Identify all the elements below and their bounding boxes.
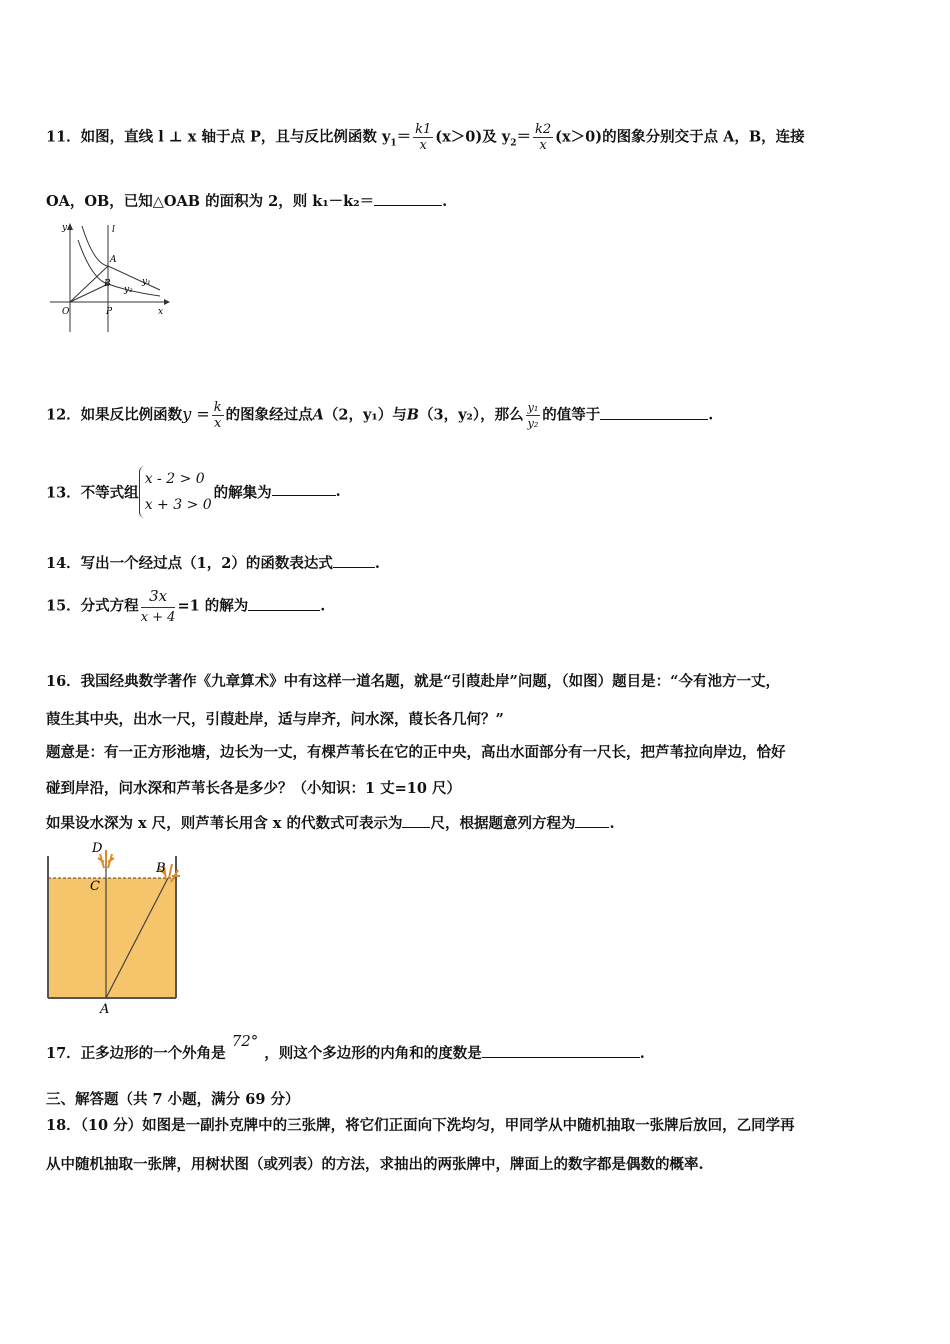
graph-label-P: P [106,307,113,317]
graph-label-l: l [112,225,115,235]
answer-blank[interactable] [333,555,375,568]
answer-blank[interactable] [248,598,320,611]
q16-line5: 如果设水深为 x 尺，则芦苇长用含 x 的代数式可表示为 尺，根据题意列方程为 . [46,815,615,832]
q16-line2: 葭生其中央，出水一尺，引葭赴岸，适与岸齐，问水深，葭长各几何？” [46,711,504,728]
q15-fraction: $\frac{3x}{x + 4}$ [140,587,176,625]
answer-blank[interactable] [272,483,336,496]
q11-fraction-k1: $\frac{k1}{x}$ [415,122,432,153]
answer-blank[interactable] [600,407,708,420]
answer-blank[interactable] [402,815,430,828]
q16-pond-figure [44,838,184,1016]
q18-line2: 从中随机抽取一张牌，用树状图（或列表）的方法，求抽出的两张牌中，牌面上的数字都是偶数的概率. [46,1156,704,1173]
graph-label-A: A [110,255,117,265]
graph-label-y2: y₂ [124,285,133,295]
q18-line1: 18．（10 分）如图是一副扑克牌中的三张牌，将它们正面向下洗均匀，甲同学从中随机抽取一张牌后放回，乙同学再 [46,1117,795,1134]
answer-blank[interactable] [575,815,609,828]
q15-line: 15．分式方程 $\frac{3x}{x + 4}$ =1 的解为 . [46,585,325,628]
q11-fraction-k2: $\frac{k2}{x}$ [535,122,552,153]
q16-line4: 碰到岸沿，问水深和芦苇长各是多少？（小知识：1 丈=10 尺） [46,780,462,797]
answer-blank[interactable] [482,1045,640,1058]
graph-label-y1: y₁ [142,277,151,287]
q11-line1: 11．如图，直线 l ⊥ x 轴于点 P，且与反比例函数 $y_1=$ $\frac{k1}{x}$ (x＞0)及 $y_2=$ $\frac{k2}{x}$ (x＞0)的图象分别交于点 A，B，连接 [46,122,805,153]
figure-label-A: A [100,1002,110,1016]
graph-label-y: y [62,223,68,233]
figure-label-D: D [92,841,103,856]
q16-line3: 题意是：有一正方形池塘，边长为一丈，有棵芦苇长在它的正中央，高出水面部分有一尺长，把芦苇拉向岸边，恰好 [46,744,786,761]
q12-fraction-k: $\frac{k}{x}$ [213,400,222,431]
q17-line: 17．正多边形的一个外角是72°，则这个多边形的内角和的度数是 . [46,1032,645,1062]
q12-line: 12．如果反比例函数y = $\frac{k}{x}$ 的图象经过点A（2，y₁）与B（3，y₂），那么 $\frac{\text{y₁}}{\text{y₂}}$ 的值等于 . [46,400,714,431]
q11-line2: OA，OB，已知△OAB 的面积为 2，则 k₁－k₂＝ . [46,193,448,210]
q14-line: 14．写出一个经过点（1，2）的函数表达式 . [46,555,380,572]
inequality-system: x - 2 > 0 x + 3 > 0 [139,466,212,518]
graph-label-B: B [104,279,111,289]
q13-line: 13．不等式组 x - 2 > 0 x + 3 > 0 的解集为 . [46,466,341,518]
graph-label-x: x [158,307,164,317]
answer-blank[interactable] [374,193,442,206]
angle-value: 72° [231,1032,259,1050]
figure-label-B: B [156,861,166,876]
section-title: 三、解答题（共 7 小题，满分 69 分） [46,1091,300,1108]
figure-label-C: C [90,879,100,894]
q12-fraction-y: $\frac{\text{y₁}}{\text{y₂}}$ [527,401,539,430]
q11-graph [42,220,172,335]
graph-label-O: O [62,307,70,317]
q16-line1: 16．我国经典数学著作《九章算术》中有这样一道名题，就是“引葭赴岸”问题，（如图）题目是：“今有池方一丈， [46,673,780,690]
